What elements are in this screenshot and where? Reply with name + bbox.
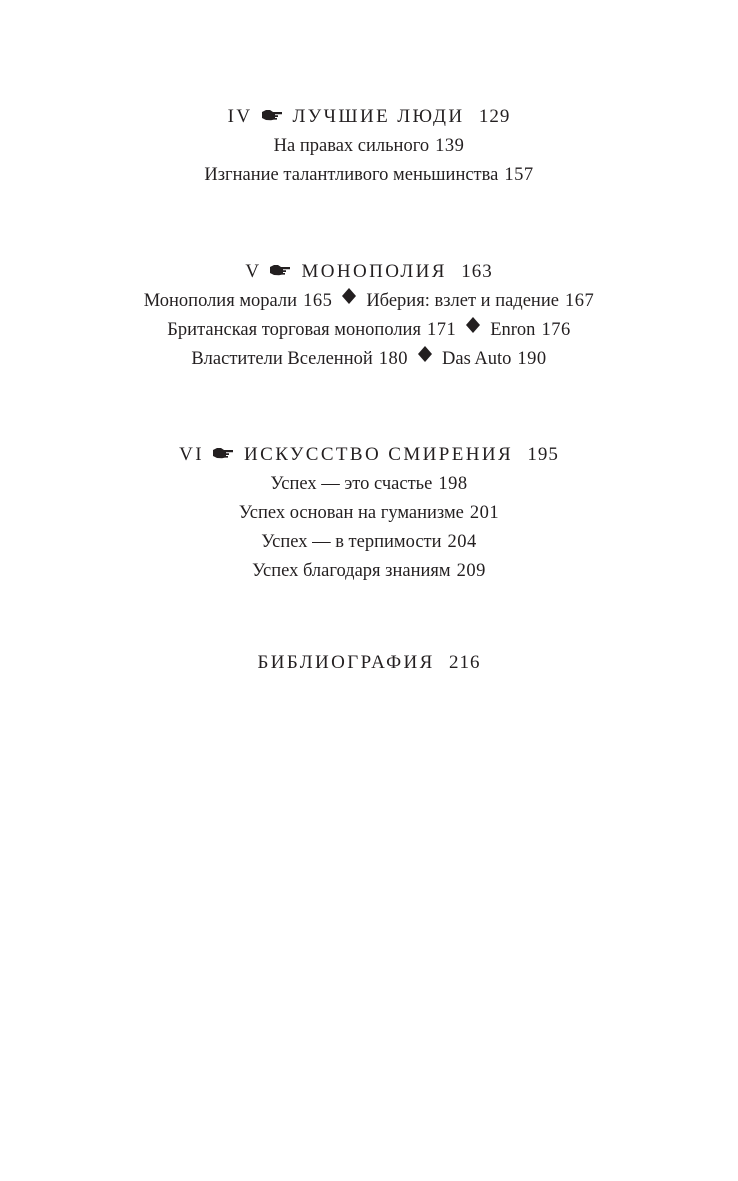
chapter-numeral: VI (179, 444, 205, 465)
toc-line (0, 345, 738, 374)
chapter-heading[interactable] (0, 257, 738, 287)
toc-entry[interactable] (239, 503, 499, 523)
toc-entry[interactable] (191, 349, 408, 369)
toc-entry-title: Изгнание талантливого меньшинства (204, 165, 499, 185)
pointing-hand-icon (269, 256, 291, 286)
bibliography-title: БИБЛИОГРАФИЯ (257, 652, 435, 673)
toc-entry-page: 171 (426, 320, 457, 340)
toc-entry-title: Иберия: взлет и падение (366, 291, 559, 311)
chapter-heading[interactable] (0, 440, 738, 470)
toc-entry[interactable] (270, 474, 467, 494)
chapter-page-number: 129 (478, 106, 511, 127)
chapter-numeral: V (245, 261, 262, 282)
toc-line (0, 557, 738, 586)
toc-entry-title: Монополия морали (143, 291, 298, 311)
toc-entry[interactable] (204, 165, 533, 185)
toc-entry-title: Властители Вселенной (191, 349, 373, 369)
toc-entry[interactable] (144, 291, 333, 311)
chapter-title: МОНОПОЛИЯ (301, 261, 447, 282)
toc-entry[interactable] (167, 320, 456, 340)
chapter-title: ИСКУССТВО СМИРЕНИЯ (244, 444, 514, 465)
chapter-heading[interactable] (0, 102, 738, 132)
toc-entry[interactable] (366, 291, 594, 311)
pointing-hand-icon (212, 439, 234, 469)
bibliography (0, 648, 738, 678)
chapter-title: ЛУЧШИЕ ЛЮДИ (292, 106, 465, 127)
toc-line (0, 132, 738, 161)
bibliography-page-number: 216 (449, 652, 481, 673)
toc-entry[interactable] (490, 320, 570, 340)
diamond-ornament-icon (466, 314, 480, 343)
toc-entry-page: 157 (504, 165, 534, 185)
diamond-ornament-icon (342, 285, 356, 314)
toc-entry[interactable] (252, 561, 486, 581)
diamond-ornament-icon (418, 343, 432, 372)
toc-entry-page: 180 (378, 349, 409, 369)
toc-line (0, 287, 738, 316)
toc-line (0, 316, 738, 345)
toc-entry-page: 209 (456, 561, 486, 581)
toc-entry-page: 167 (564, 291, 595, 311)
toc-line (0, 499, 738, 528)
toc-entry-title: Успех — в терпимости (261, 532, 442, 552)
toc-entry-page: 201 (469, 503, 500, 523)
toc-entry-title: На правах сильного (273, 136, 430, 156)
chapter-v (0, 257, 738, 374)
toc-entry-page: 198 (438, 474, 468, 494)
toc-line (0, 470, 738, 499)
bibliography-heading[interactable] (0, 648, 738, 678)
toc-entry-page: 165 (303, 291, 333, 311)
toc-entry-page: 139 (435, 136, 465, 156)
chapter-page-number: 195 (527, 444, 559, 465)
chapter-iv (0, 102, 738, 190)
toc-entry-title: Enron (490, 320, 536, 340)
toc-entry[interactable] (274, 136, 465, 156)
chapter-page-number: 163 (461, 261, 493, 282)
toc-entry-page: 176 (541, 320, 571, 340)
toc-entry-title: Успех основан на гуманизме (238, 503, 464, 523)
chapter-vi (0, 440, 738, 586)
toc-entry-title: Успех — это счастье (270, 474, 433, 494)
toc-entry[interactable] (261, 532, 477, 552)
chapter-numeral: IV (227, 106, 253, 127)
toc-entry-title: Британская торговая монополия (167, 320, 421, 340)
toc-entry-title: Das Auto (442, 349, 512, 369)
toc-line (0, 161, 738, 190)
toc-entry-page: 190 (517, 349, 547, 369)
toc-line (0, 528, 738, 557)
pointing-hand-icon (261, 101, 283, 131)
toc-entry[interactable] (442, 349, 547, 369)
toc-entry-title: Успех благодаря знаниям (252, 561, 451, 581)
toc-entry-page: 204 (447, 532, 477, 552)
